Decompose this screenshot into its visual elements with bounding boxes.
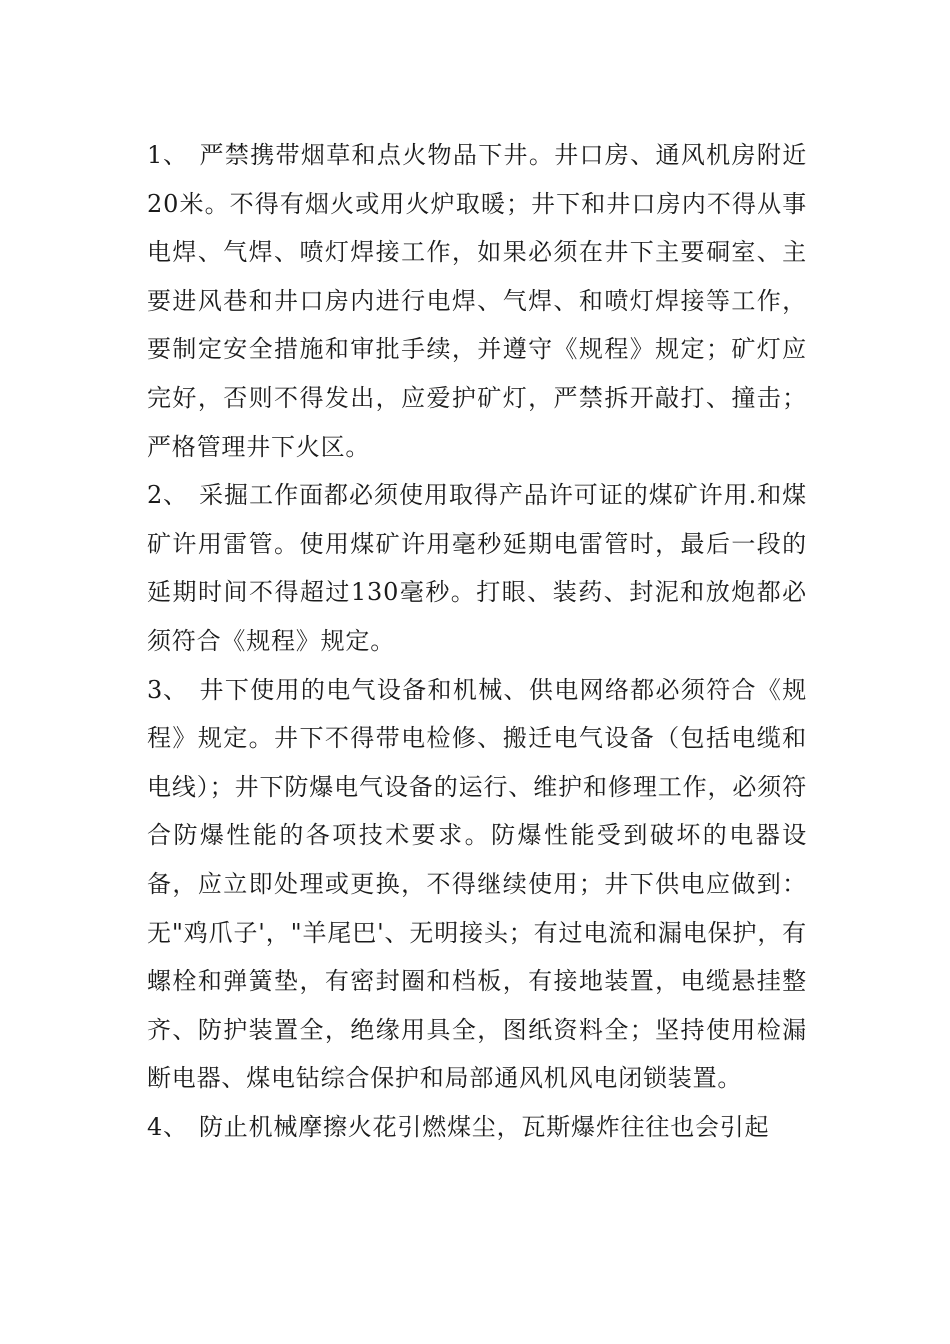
document-body bbox=[147, 131, 807, 1151]
paragraph-3-number: 3、 bbox=[147, 675, 188, 704]
paragraph-4 bbox=[147, 1103, 807, 1152]
paragraph-4-text: 防止机械摩擦火花引燃煤尘，瓦斯爆炸往往也会引起 bbox=[199, 1112, 770, 1141]
paragraph-2-number: 2、 bbox=[147, 481, 188, 510]
paragraph-3-text: 井下使用的电气设备和机械、供电网络都必须符合《规程》规定。井下不得带电检修、搬迁电气设备（包括电缆和电线）；井下防爆电气设备的运行、维护和修理工作，必须符合防爆性能的各项技术要求。防爆性能受到破坏的电器设备，应立即处理或更换，不得继续使用；井下供电应做到：无"鸡爪子'，"羊尾巴'、无明接头；有过电流和漏电保护，有螺栓和弹簧垫，有密封圈和档板，有接地装置，电缆悬挂整齐、防护装置全，绝缘用具全，图纸资料全；坚持使用检漏断电器、煤电钻综合保护和局部通风机风电闭锁装置。 bbox=[147, 675, 807, 1093]
paragraph-3 bbox=[147, 666, 807, 1103]
paragraph-4-number: 4、 bbox=[147, 1112, 188, 1141]
paragraph-1-number: 1、 bbox=[147, 141, 188, 169]
paragraph-2 bbox=[147, 471, 807, 665]
paragraph-1-text: 严禁携带烟草和点火物品下井。井口房、通风机房附近20米。不得有烟火或用火炉取暖；井下和井口房内不得从事电焊、气焊、喷灯焊接工作，如果必须在井下主要硐室、主要进风巷和井口房内进行电焊、气焊、和喷灯焊接等工作，要制定安全措施和审批手续，并遵守《规程》规定；矿灯应完好，否则不得发出，应爱护矿灯，严禁拆开敲打、撞击；严格管理井下火区。 bbox=[147, 141, 807, 461]
paragraph-1 bbox=[147, 131, 807, 471]
paragraph-2-text: 采掘工作面都必须使用取得产品许可证的煤矿许用.和煤矿许用雷管。使用煤矿许用毫秒延期电雷管时，最后一段的延期时间不得超过130毫秒。打眼、装药、封泥和放炮都必须符合《规程》规定。 bbox=[147, 481, 807, 655]
